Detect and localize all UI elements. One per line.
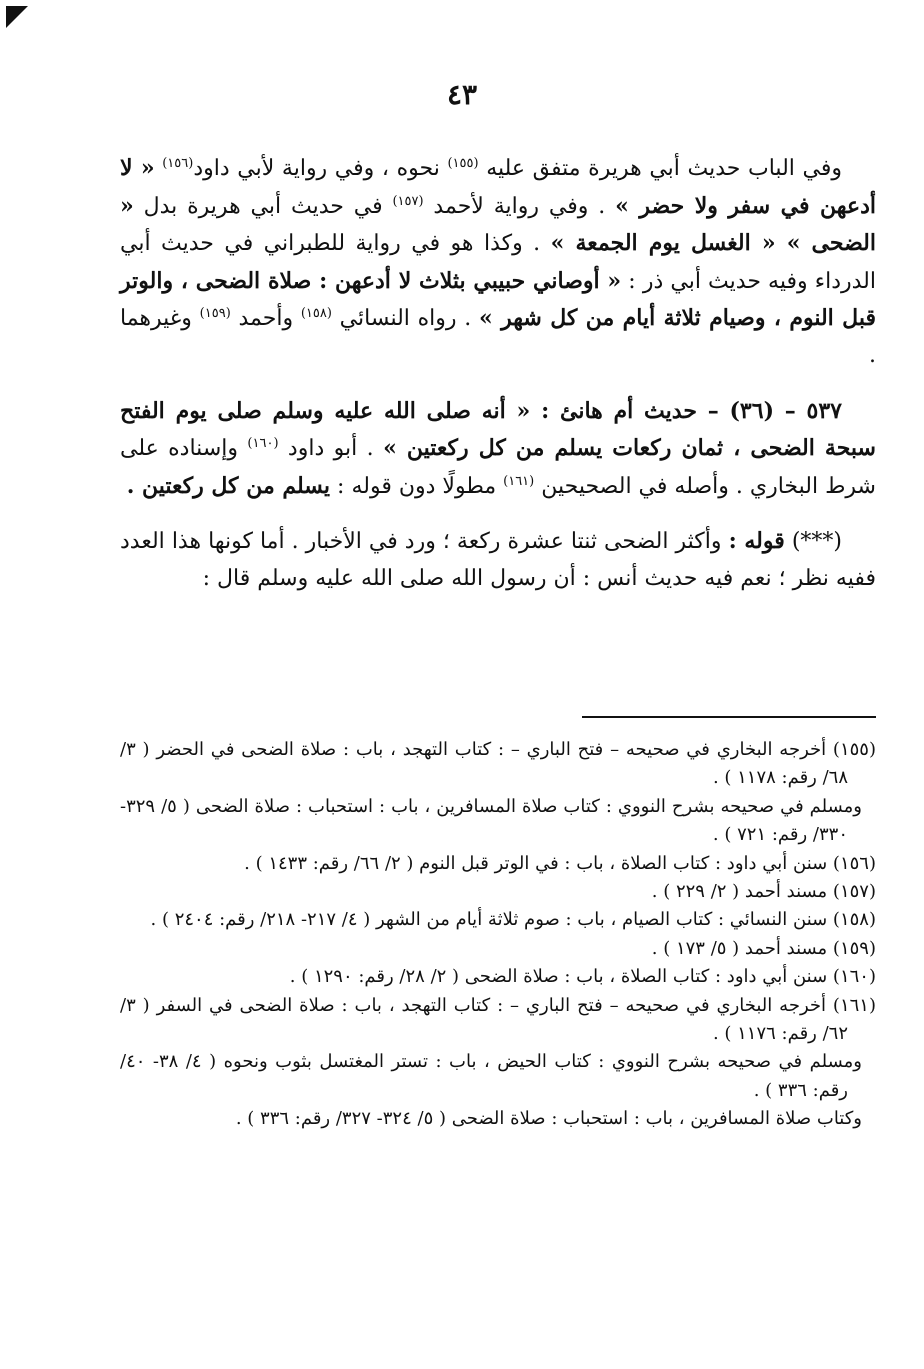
- footnote-155: (١٥٥) أخرجه البخاري في صحيحه – فتح الباري – : كتاب التهجد ، باب : صلاة الضحى في الحضر ( ٣/ ٦٨/ رقم: ١١٧٨ ) .: [120, 739, 876, 789]
- footnote-ref-159[interactable]: (١٥٩): [199, 306, 231, 322]
- footnote-158: (١٥٨) سنن النسائي : كتاب الصيام ، باب : صوم ثلاثة أيام من الشهر ( ٤/ ٢١٧- ٢١٨/ رقم: ٢٤٠٤ ) .: [150, 909, 876, 931]
- bold-label: قوله :: [728, 528, 785, 555]
- footnote-ref-161[interactable]: (١٦١): [503, 473, 535, 489]
- footnote-156: (١٥٦) سنن أبي داود : كتاب الصلاة ، باب : في الوتر قبل النوم ( ٢/ ٦٦/ رقم: ١٤٣٣ ) .: [244, 852, 876, 874]
- paragraph-qawluhu: (***) قوله : وأكثر الضحى ثنتا عشرة ركعة ؛ ورد في الأخبار . أما كونها هذا العدد ففيه نظر ؛ نعم فيه حديث أنس : أن رسول الله صلى الله عليه وسلم قال :: [120, 528, 876, 591]
- bold-quote: « لا أدعهن في سفر ولا حضر »: [120, 155, 876, 219]
- footnote-159: (١٥٩) مسند أحمد ( ٥/ ١٧٣ ) .: [651, 937, 876, 959]
- footnote-161: (١٦١) أخرجه البخاري في صحيحه – فتح الباري – : كتاب التهجد ، باب : صلاة الضحى في السفر ( ٣/ ٦٢/ رقم: ١١٧٦ ) .: [120, 994, 876, 1045]
- footnotes: [120, 736, 876, 1134]
- main-text: [120, 150, 876, 598]
- footnote-160: (١٦٠) سنن أبي داود : كتاب الصلاة ، باب : صلاة الضحى ( ٢/ ٢٨/ رقم: ١٢٩٠ ) .: [289, 966, 876, 988]
- bold-quote: « الضحى » « الغسل يوم الجمعة »: [120, 192, 876, 257]
- corner-triangle-icon: [6, 6, 28, 28]
- footnote-ref-158[interactable]: (١٥٨): [300, 306, 332, 322]
- hadith-heading: ٥٣٧ – (٣٦) – حديث أم هانئ : « أنه صلى الله عليه وسلم صلى يوم الفتح سبحة الضحى ، ثمان ركعات يسلم من كل ركعتين »: [120, 397, 876, 462]
- bold-quote: « أوصاني حبيبي بثلاث لا أدعهن : صلاة الضحى ، والوتر قبل النوم ، وصيام ثلاثة أيام من كل شهر »: [120, 267, 876, 332]
- footnote-ref-155[interactable]: (١٥٥): [447, 156, 479, 171]
- bold-quote: يسلم من كل ركعتين .: [126, 472, 331, 499]
- paragraph-hadith-abu-huraira: وفي الباب حديث أبي هريرة متفق عليه $^{(١٥٥)}$ نحوه ، وفي رواية لأبي داود$^{(١٥٦)}$ « لا أدعهن في سفر ولا حضر » . وفي رواية لأحمد $^{(١٥٧)}$ في حديث أبي هريرة بدل « الضحى » « الغسل يوم الجمعة » . وكذا هو في رواية للطبراني في حديث أبي الدرداء وفيه حديث أبي ذر : « أوصاني حبيبي بثلاث لا أدعهن : صلاة الضحى ، والوتر قبل النوم ، وصيام ثلاثة أيام من كل شهر » . رواه النسائي $^{(١٥٨)}$ وأحمد $^{(١٥٩)}$ وغيرهما .: [120, 155, 876, 368]
- footnote-155-continued: ومسلم في صحيحه بشرح النووي : كتاب صلاة المسافرين ، باب : استحباب : صلاة الضحى ( ٥/ ٣٢٩- ٣٣٠/ رقم: ٧٢١ ) .: [120, 795, 862, 846]
- footnote-161-continued-2: وكتاب صلاة المسافرين ، باب : استحباب : صلاة الضحى ( ٥/ ٣٢٤- ٣٢٧/ رقم: ٣٣٦ ) .: [235, 1108, 862, 1130]
- paragraph-hadith-537: ٥٣٧ – (٣٦) – حديث أم هانئ : « أنه صلى الله عليه وسلم صلى يوم الفتح سبحة الضحى ، ثمان ركعات يسلم من كل ركعتين » . أبو داود $^{(١٦٠)}$ وإسناده على شرط البخاري . وأصله في الصحيحين $^{(١٦١)}$ مطولًا دون قوله : يسلم من كل ركعتين .: [120, 397, 876, 499]
- footnote-161-continued: ومسلم في صحيحه بشرح النووي : كتاب الحيض ، باب : تستر المغتسل بثوب ونحوه ( ٤/ ٣٨- ٤٠/ رقم: ٣٣٦ ) .: [120, 1051, 862, 1101]
- footnote-ref-156[interactable]: (١٥٦): [162, 156, 194, 171]
- footnote-ref-160[interactable]: (١٦٠): [247, 436, 279, 452]
- footnote-157: (١٥٧) مسند أحمد ( ٢/ ٢٢٩ ) .: [651, 881, 876, 903]
- footnote-divider: [582, 716, 876, 718]
- footnote-ref-157[interactable]: (١٥٧): [392, 193, 424, 209]
- page-number: ٤٣: [446, 78, 478, 111]
